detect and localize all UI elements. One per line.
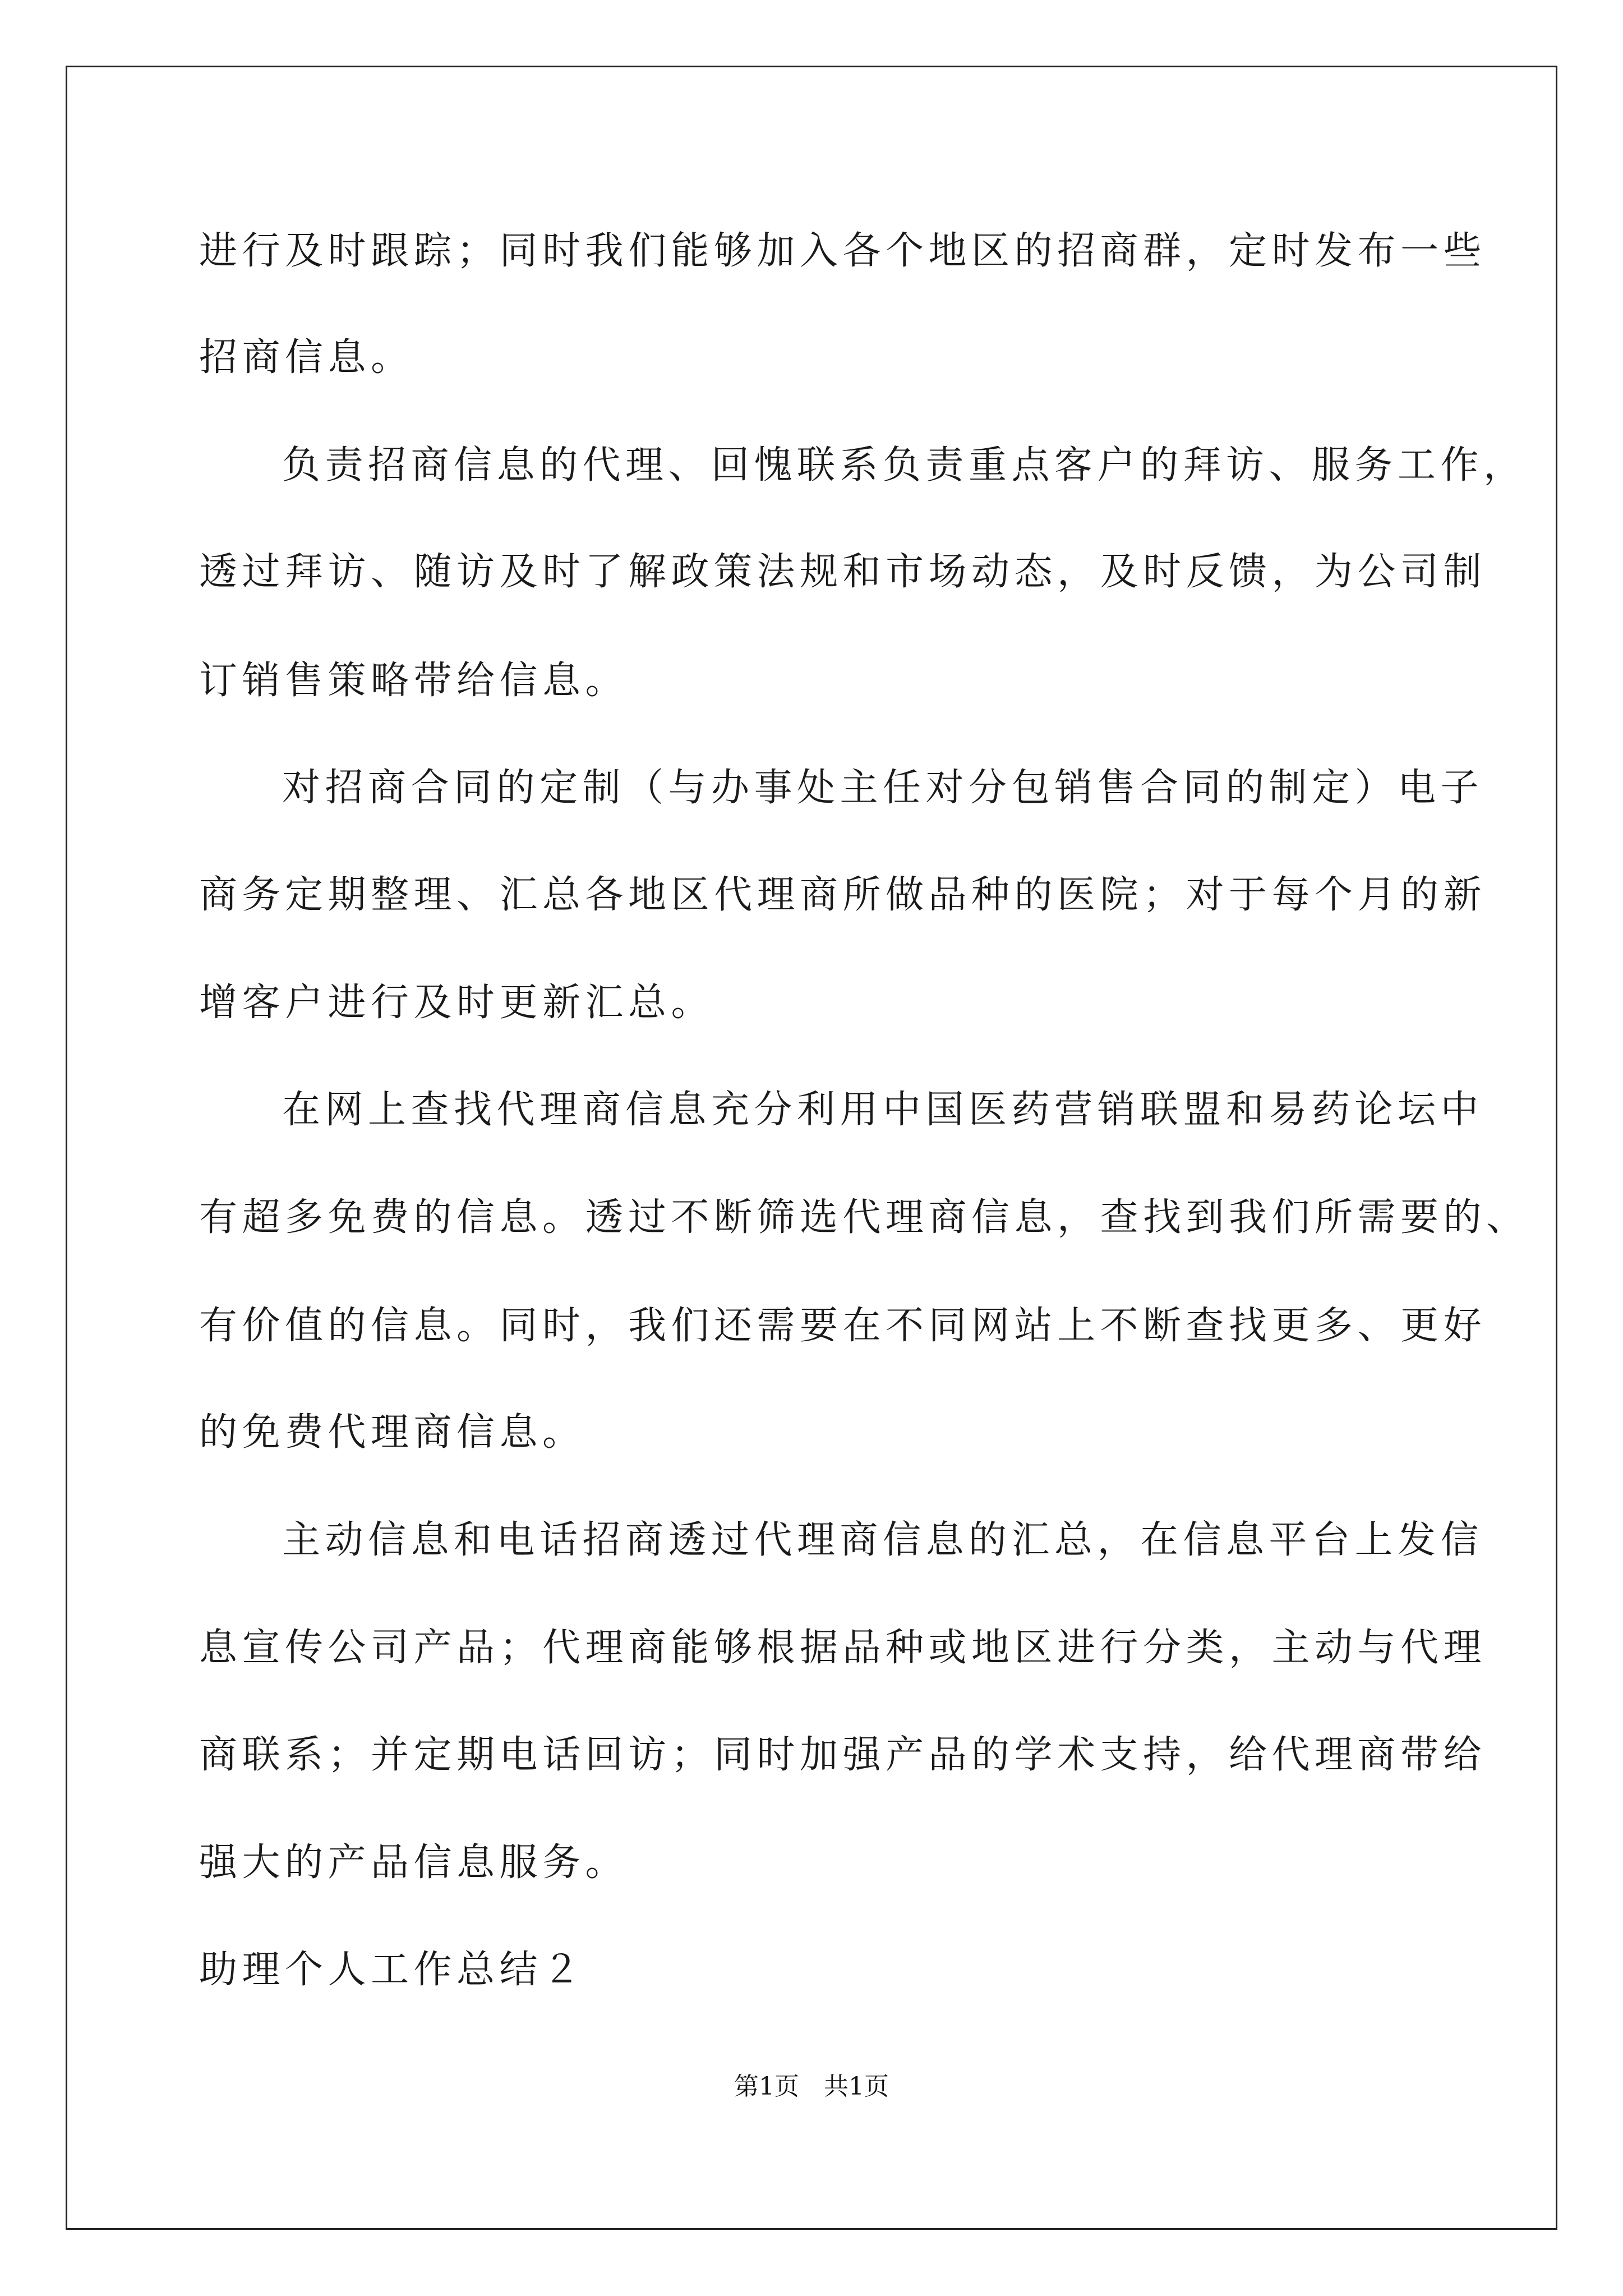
- text-line: 透过拜访、随访及时了解政策法规和市场动态，及时反馈，为公司制: [199, 550, 1487, 594]
- text-line: 息宣传公司产品；代理商能够根据品种或地区进行分类，主动与代理: [199, 1626, 1487, 1670]
- text-line: 增客户进行及时更新汇总。: [199, 981, 714, 1025]
- paragraph-start-line: 主动信息和电话招商透过代理商信息的汇总，在信息平台上发信: [282, 1518, 1484, 1562]
- text-line: 有超多免费的信息。透过不断筛选代理商信息，查找到我们所需要的、: [199, 1195, 1529, 1240]
- text-line: 进行及时跟踪；同时我们能够加入各个地区的招商群，定时发布一些: [199, 229, 1487, 273]
- text-line: 强大的产品信息服务。: [199, 1841, 629, 1885]
- paragraph-start-line: 在网上查找代理商信息充分利用中国医药营销联盟和易药论坛中: [282, 1088, 1484, 1132]
- page-number-footer: 第1页 共1页: [734, 2072, 889, 2101]
- paragraph-start-line: 对招商合同的定制（与办事处主任对分包销售合同的制定）电子: [282, 766, 1484, 810]
- text-line: 招商信息。: [199, 335, 414, 380]
- text-line: 商务定期整理、汇总各地区代理商所做品种的医院；对于每个月的新: [199, 873, 1487, 917]
- text-line: 的免费代理商信息。: [199, 1410, 585, 1455]
- page-border: [66, 66, 1557, 2230]
- text-line: 有价值的信息。同时，我们还需要在不同网站上不断查找更多、更好: [199, 1304, 1487, 1348]
- paragraph-start-line: 负责招商信息的代理、回愧联系负责重点客户的拜访、服务工作，: [282, 443, 1527, 487]
- text-line: 订销售策略带给信息。: [199, 659, 629, 703]
- text-line: 商联系；并定期电话回访；同时加强产品的学术支持，给代理商带给: [199, 1733, 1487, 1777]
- section-heading: 助理个人工作总结２: [199, 1948, 585, 1992]
